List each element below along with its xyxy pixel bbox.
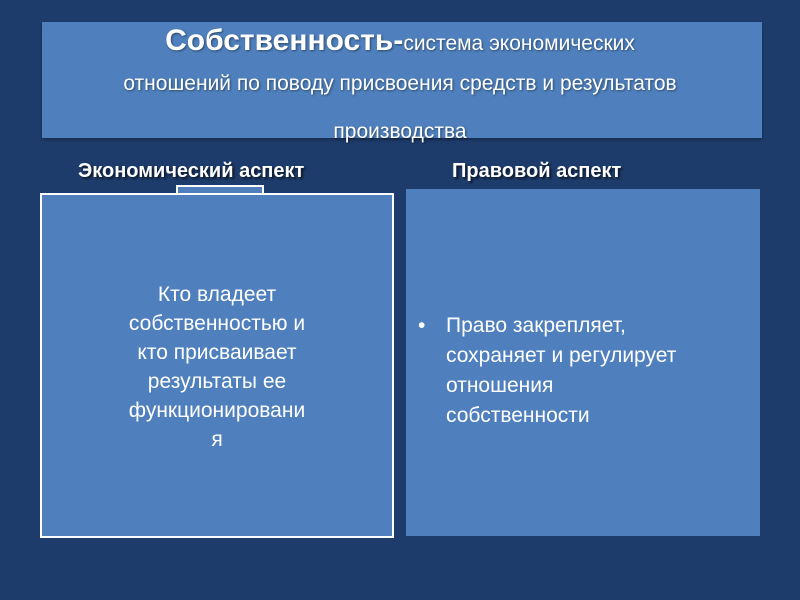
- economic-text-line: собственностью и: [128, 312, 306, 335]
- bullet-icon: •: [418, 314, 426, 337]
- legal-text-line: собственности: [446, 404, 590, 427]
- economic-text-line: функционировани: [128, 399, 306, 422]
- legal-text-line: отношения: [446, 374, 554, 397]
- title-term: Собственность-: [165, 24, 404, 57]
- legal-text-line: сохраняет и регулирует: [446, 344, 677, 367]
- economic-aspect-heading: Экономический аспект: [78, 160, 305, 182]
- economic-text-line: результаты ее: [147, 370, 287, 393]
- economic-aspect-text: [40, 280, 394, 454]
- title-line-3: производства: [333, 120, 467, 143]
- economic-text-line: я: [211, 428, 223, 451]
- legal-text-line: Право закрепляет,: [446, 314, 626, 337]
- legal-aspect-text: [446, 311, 756, 431]
- title-line-1: [0, 24, 800, 58]
- economic-text-line: кто присваивает: [137, 341, 297, 364]
- economic-text-line: Кто владеет: [157, 283, 277, 306]
- title-line-2: отношений по поводу присвоения средств и результатов: [123, 72, 677, 95]
- legal-aspect-heading: Правовой аспект: [452, 160, 622, 182]
- title-definition-start: система экономических: [403, 32, 635, 55]
